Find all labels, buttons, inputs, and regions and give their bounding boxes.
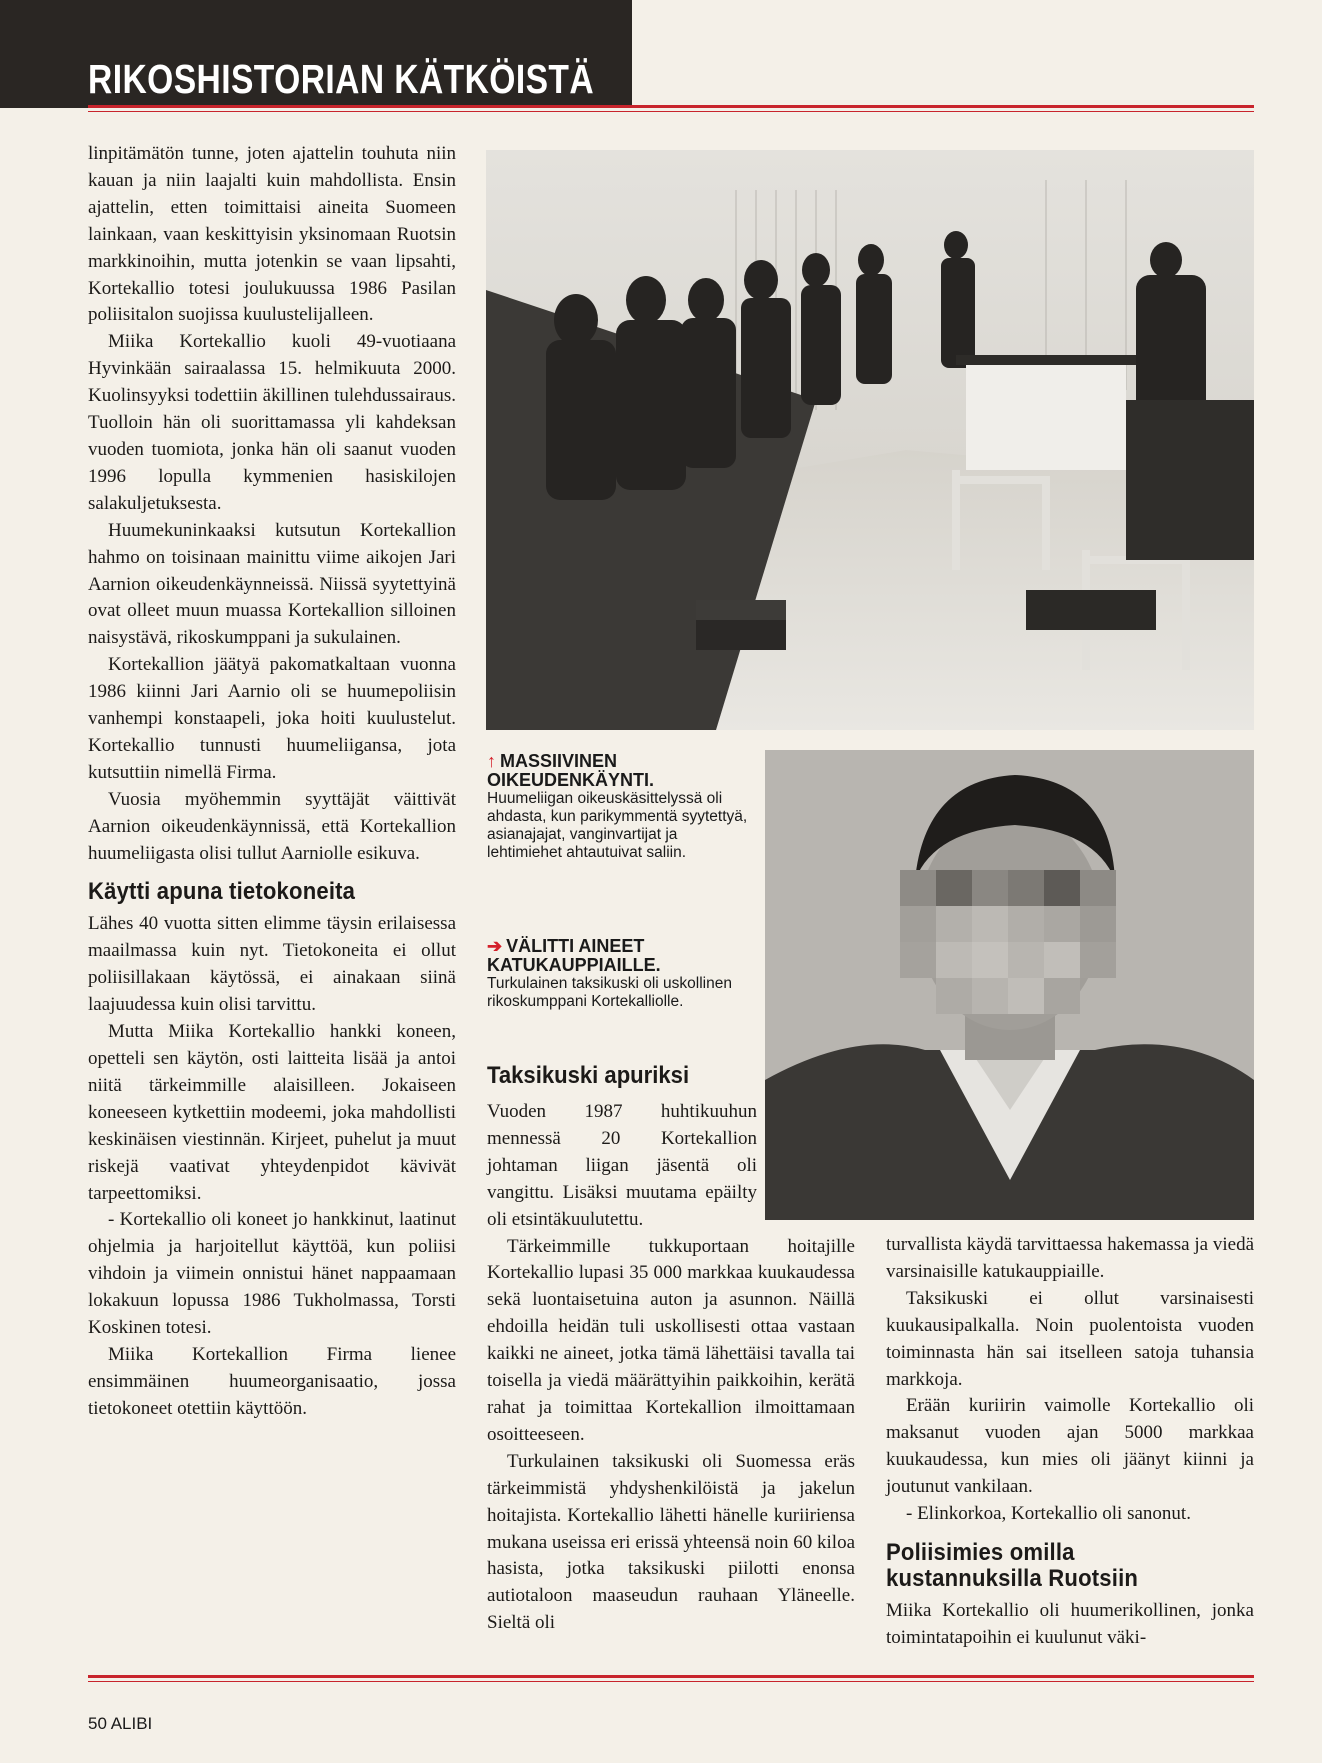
paragraph: turvallista käydä tarvittaessa hakemassa ja viedä varsinaisille katukauppiaille. xyxy=(886,1234,1254,1282)
paragraph: - Kortekallio oli koneet jo hankkinut, laatinut ohjelmia ja harjoitellut käyttöä, kun poliisi vihdoin ja viimein onnistui hänet nappaamaan lokakuun lopussa 1986 Tukholmassa, Torsti Koskinen totesi. xyxy=(88,1209,456,1339)
paragraph: Miika Kortekallion Firma lienee ensimmäinen huumeorganisaatio, jossa tietokoneet otettiin käyttöön. xyxy=(88,1343,456,1419)
subheading-policeman: Poliisimies omilla kustannuksilla Ruotsiin xyxy=(886,1538,1139,1592)
arrow-right-icon: ➔ xyxy=(487,936,503,956)
paragraph: Mutta Miika Kortekallio hankki koneen, opetteli sen käytön, osti laitteita lisää ja antoi niitä tärkeimmille alaisilleen. Jokaiseen koneeseen kytkettiin modeemi, joka mahdollisti keskinäisen viestinnän. Kirjeet, puhelut ja muut riskejä vaativat yhteydenpidot kävivät tarpeettomiksi. xyxy=(88,1021,456,1204)
top-rule-thin xyxy=(88,111,1254,112)
masthead xyxy=(0,0,632,108)
paragraph: Huumekuninkaaksi kutsutun Kortekallion hahmo on toisinaan mainittu viime aikojen Jari Aarnion oikeudenkäynneissä. Niissä syytettyinä ovat olleet muun muassa Kortekallion silloinen naisystävä, rikoskumppani ja sukulainen. xyxy=(88,519,456,649)
column-3 xyxy=(886,1232,1254,1652)
paragraph: Miika Kortekallio kuoli 49-vuotiaana Hyvinkään sairaalassa 15. helmikuuta 2000. Kuolinsyyksi todettiin äkillinen tulehdussairaus. Tuolloin hän oli suorittamassa yli kahdeksan vuoden tuomiota, jonka hän oli saanut vuoden 1996 lopulla kymmenien hasiskilojen salakuljetuksesta. xyxy=(88,331,456,514)
section-title: RIKOSHISTORIAN KÄTKÖISTÄ xyxy=(88,56,595,102)
courtroom-photo-illustration xyxy=(486,150,1254,730)
paragraph: Taksikuski ei ollut varsinaisesti kuukausipalkalla. Noin puolentoista vuoden toiminnasta hän sai itselleen satoja tuhansia markkoja. xyxy=(886,1287,1254,1390)
caption-title: ↑ MASSIIVINEN OIKEUDENKÄYNTI. xyxy=(487,751,655,790)
column-2 xyxy=(487,1099,855,1637)
paragraph: Tärkeimmille tukkuportaan hoitajille Kortekallio lupasi 35 000 markkaa kuukaudessa sekä luontaisetuina auton ja asunnon. Näillä ehdoilla heidän tuli uskollisesti ottaa vastaan kaikki ne aineet, jotka tämä lähettäisi tavalla tai toisella ja viedä määrättyihin paikkoihin, kerätä rahat ja toimittaa Kortekallion ilmoittamaan osoitteeseen. xyxy=(487,1235,855,1445)
bottom-rule-thin xyxy=(88,1681,1254,1682)
paragraph: Erään kuriirin vaimolle Kortekallio oli maksanut vuoden ajan 5000 markkaa kuukaudessa, kun mies oli jäänyt kiinni ja joutunut vankilaan. xyxy=(886,1395,1254,1498)
paragraph: Vuoden 1987 huhtikuuhun mennessä 20 Kortekallion johtaman liigan jäsentä oli vangittu. Lisäksi muutama epäilty oli etsintäkuulutettu. xyxy=(487,1101,757,1230)
paragraph: Vuosia myöhemmin syyttäjät väittivät Aarnion oikeudenkäynnissä, että Kortekallion huumeliigasta olisi tullut Aarniolle esikuva. xyxy=(88,788,456,864)
bottom-rule xyxy=(88,1675,1254,1678)
paragraph: Lähes 40 vuotta sitten elimme täysin erilaisessa maailmassa kuin nyt. Tietokoneita ei ollut poliisillakaan käytössä, ei ainakaan siinä laajuudessa kuin olisi tarvittu. xyxy=(88,913,456,1016)
top-rule xyxy=(88,105,1254,108)
paragraph: Turkulainen taksikuski oli Suomessa eräs tärkeimmistä yhdyshenkilöistä ja jakelun hoitajista. Kortekallio lähetti hänelle kuriiriensa mukana useissa eri erissä yhteensä noin 60 kiloa hasista, jotka taksikuski piilotti enonsa autiotaloon maaseudun rauhaan Yläneelle. Sieltä oli xyxy=(487,1450,855,1634)
paragraph: - Elinkorkoa, Kortekallio oli sanonut. xyxy=(906,1503,1191,1525)
caption-text: Turkulainen taksikuski oli uskollinen rikoskumppani Kortekalliolle. xyxy=(487,975,732,1010)
caption-portrait xyxy=(487,937,755,1011)
paragraph: linpitämätön tunne, joten ajattelin touhuta niin kauan ja niin laajalti kuin mahdollista. Ensin ajattelin, etten toimittaisi aineita Suomeen lainkaan, vaan keskittyisin yksinomaan Ruotsin markkinoihin, mutta jotenkin se vaan lipsahti, Kortekallio totesi joulukuussa 1986 Pasilan poliisitalon suojissa kuulustelijalleen. xyxy=(88,143,456,326)
caption-courtroom xyxy=(487,752,755,862)
arrow-up-icon: ↑ xyxy=(487,751,496,771)
courtroom-photo xyxy=(486,150,1254,730)
page-folio: 50 ALIBI xyxy=(88,1714,153,1733)
subheading-computers: Käytti apuna tietokoneita xyxy=(88,878,356,906)
subheading-taxi: Taksikuski apuriksi xyxy=(487,1062,690,1089)
column-1 xyxy=(88,141,456,1423)
paragraph: Miika Kortekallio oli huumerikollinen, jonka toimintatapoihin ei kuulunut väki- xyxy=(886,1599,1254,1648)
caption-title: ➔ VÄLITTI AINEET KATUKAUPPIAILLE. xyxy=(487,936,661,975)
paragraph: Kortekallion jäätyä pakomatkaltaan vuonna 1986 kiinni Jari Aarnio oli se huumepoliisin vanhempi konstaapeli, joka hoiti kuulustelut. Kortekallio tunnusti huumeliigansa, jota kutsuttiin nimellä Firma. xyxy=(88,654,456,783)
caption-text: Huumeliigan oikeuskäsittelyssä oli ahdasta, kun parikymmentä syytettyä, asianajajat, vanginvartijat ja lehtimiehet ahtautuivat saliin. xyxy=(487,790,748,861)
